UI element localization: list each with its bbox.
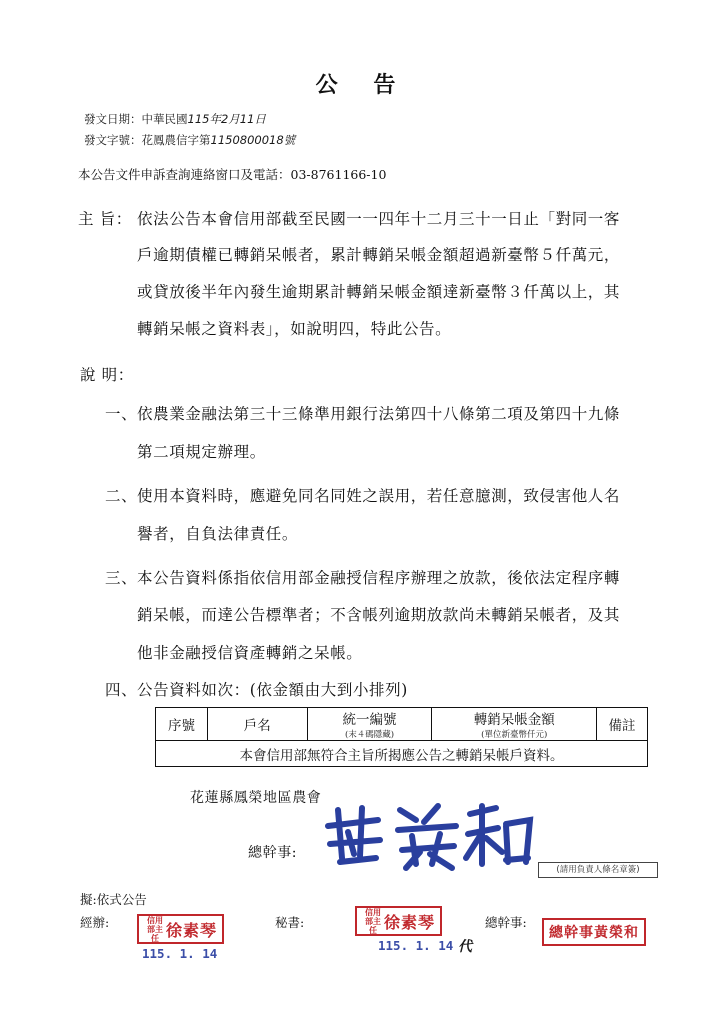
date-stamp: 115. 1. 14 <box>378 938 454 953</box>
stamp-title: 信用部主任 <box>365 906 381 935</box>
announcement-table <box>155 707 648 767</box>
header-account-name: 戶名 <box>207 708 307 741</box>
item-line: 公告資料如次：(依金額由大到小排列) <box>137 681 408 699</box>
handler-label: 經辦: <box>80 915 110 930</box>
issue-date-label: 發文日期：中華民國 <box>84 112 188 126</box>
director-stamp <box>137 914 224 944</box>
issue-reference <box>84 132 295 148</box>
contact-info: 本公告文件申訴查詢連絡窗口及電話：03-8761166-10 <box>78 167 387 182</box>
signature-title: 總幹事: <box>248 845 298 861</box>
subject-line: 轉銷呆帳之資料表」，如說明四，特此公告。 <box>137 320 452 338</box>
subject-label: 主 旨： <box>78 210 132 228</box>
handwritten-signature <box>320 796 535 875</box>
table-empty-message: 本會信用部無符合主旨所揭應公告之轉銷呆帳戶資料。 <box>156 741 648 767</box>
stamp-title: 信用部主任 <box>147 914 163 943</box>
subject-line: 依法公告本會信用部截至民國一一四年十二月三十一日止「對同一客 <box>137 210 621 228</box>
explanation-label: 說 明： <box>80 366 134 384</box>
item-number: 三、 <box>105 569 138 587</box>
gm-label: 總幹事: <box>485 915 527 930</box>
stamp-name: 總幹事黃榮和 <box>549 925 639 941</box>
director-stamp <box>355 906 442 936</box>
issue-reference-handwritten: 1150800018號 <box>210 133 296 147</box>
table-row <box>156 741 648 767</box>
item-line: 第二項規定辦理。 <box>137 443 266 461</box>
issue-date <box>84 111 266 127</box>
item-line: 譽者，自負法律責任。 <box>137 525 299 543</box>
header-writeoff-amount: 轉銷呆帳金額 (單位新臺幣仟元) <box>432 708 597 741</box>
item-line: 依農業金融法第三十三條準用銀行法第四十八條第二項及第四十九條 <box>137 405 621 423</box>
gm-stamp <box>542 918 646 946</box>
proxy-mark: 代 <box>458 939 472 955</box>
item-number: 四、 <box>105 681 138 699</box>
item-line: 使用本資料時，應避免同名同姓之誤用，若任意臆測，致侵害他人名 <box>137 487 621 505</box>
header-remarks: 備註 <box>597 708 648 741</box>
signature-brush-strokes <box>320 796 535 871</box>
header-tax-id: 統一編號 (末４碼隱藏) <box>307 708 432 741</box>
subject-line: 戶逾期債權已轉銷呆帳者，累計轉銷呆帳金額超過新臺幣５仟萬元， <box>137 246 621 264</box>
item-line: 他非金融授信資產轉銷之呆帳。 <box>137 644 363 662</box>
issue-date-handwritten: 115年2月11日 <box>187 112 266 126</box>
item-number: 一、 <box>105 405 138 423</box>
stamp-name: 徐素琴 <box>384 912 436 932</box>
stamp-name: 徐素琴 <box>166 920 218 940</box>
organization-name: 花蓮縣鳳榮地區農會 <box>190 790 322 806</box>
signature-note-box: (請用負責人條名章簽) <box>538 862 658 878</box>
issue-reference-label: 發文字號：花鳳農信字第 <box>84 133 211 147</box>
approval-label: 擬:依式公告 <box>80 892 147 907</box>
header-serial: 序號 <box>156 708 208 741</box>
table-header-row <box>156 708 648 741</box>
item-number: 二、 <box>105 487 138 505</box>
secretary-label: 秘書: <box>275 915 305 930</box>
signature-name <box>535 796 536 797</box>
subject-line: 或貸放後半年內發生逾期累計轉銷呆帳金額達新臺幣３仟萬以上，其 <box>137 283 621 301</box>
date-stamp: 115. 1. 14 <box>142 946 218 961</box>
item-line: 本公告資料係指依信用部金融授信程序辦理之放款，後依法定程序轉 <box>137 569 621 587</box>
page-title: 公 告 <box>315 72 410 98</box>
item-line: 銷呆帳，而達公告標準者；不含帳列逾期放款尚未轉銷呆帳者，及其 <box>137 606 621 624</box>
